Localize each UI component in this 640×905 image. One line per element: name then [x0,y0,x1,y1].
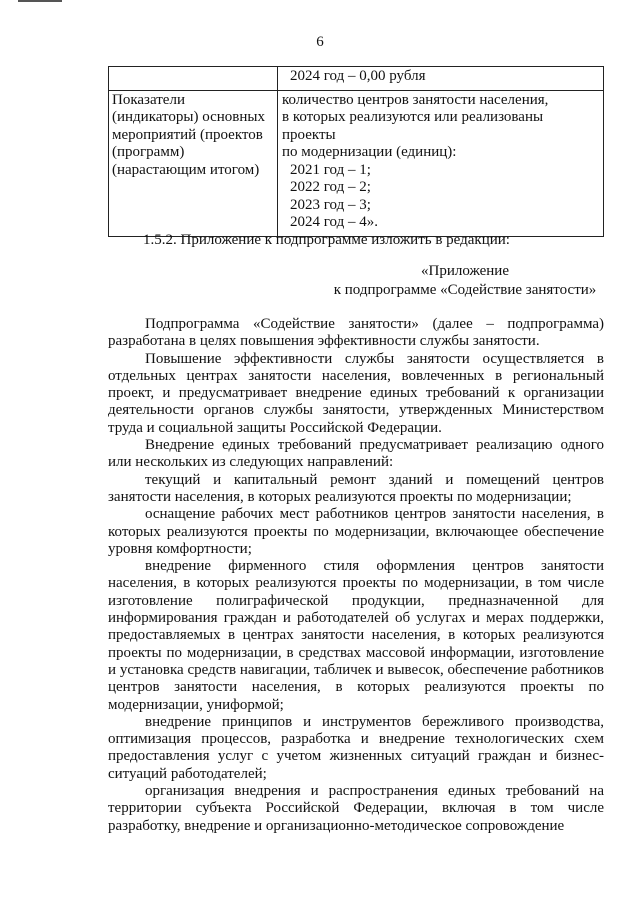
paragraph: текущий и капитальный ремонт зданий и помещений центров занятости населения, в которых реализуются проекты по модернизации; [108,471,604,505]
indicator-year-value: 2021 год – 1; [290,161,371,178]
edit-instruction: 1.5.2. Приложение к подпрограмме изложить в редакции: [143,232,510,248]
indicator-year-value: 2022 год – 2; [290,179,371,195]
appendix-heading [330,262,600,300]
appendix-heading-line: к подпрограмме «Содействие занятости» [333,282,597,298]
table-cell-indicators-values [278,90,604,236]
paragraph: внедрение принципов и инструментов бережливого производства, оптимизация процессов, разработка и внедрение технологических схем предоставления услуг с учетом жизненных ситуаций граждан и бизнес-ситуаций работодателей; [108,713,604,782]
funding-2024-text: 2024 год – 0,00 рубля [290,68,426,84]
indicator-description-line: по модернизации (единиц): [282,144,457,160]
indicators-label-line: (индикаторы) основных [112,109,265,125]
paragraph: внедрение фирменного стиля оформления центров занятости населения, в которых реализуются проекты по модернизации, в том числе изготовление полиграфической продукции, предназначенной для информирования граждан и работодателей об услугах и мерах поддержки, предоставляемых в центрах занятости населения, в которых реализуются проекты по модернизации, в средствах массовой информации, изготовление и установка средств навигации, табличек и вывесок, обеспечение работников центров занятости населения, в которых реализуются проекты по модернизации, униформой; [108,558,604,713]
corner-mark [18,0,62,2]
passport-table [108,66,604,237]
indicator-description-line: количество центров занятости населения, [282,91,549,108]
indicators-label-line: Показатели [112,91,185,108]
paragraph: Внедрение единых требований предусматривает реализацию одного или нескольких из следующих направлений: [108,437,604,471]
table-cell-empty [109,67,278,91]
paragraph: оснащение рабочих мест работников центров занятости населения, в которых реализуются проекты по модернизации, включающее обеспечение уровня комфортности; [108,506,604,557]
indicators-label-line: (программ) [112,144,185,160]
indicator-year-value: 2024 год – 4». [290,214,378,230]
table-row [109,90,604,236]
paragraph: Подпрограмма «Содействие занятости» (далее – подпрограмма) разработана в целях повышения эффективности службы занятости. [108,316,604,350]
table-cell-funding-2024 [278,67,604,91]
indicators-label-line: мероприятий (проектов [112,126,263,143]
indicators-label-line: (нарастающим итогом) [112,161,260,178]
paragraph: организация внедрения и распространения единых требований на территории субъекта Российской Федерации, включая в том числе разработку, внедрение и организационно-методическое сопровождение [108,783,604,834]
appendix-heading-line: «Приложение [420,263,509,279]
table-cell-indicators-label [109,90,278,236]
table-row [109,67,604,91]
paragraph: Повышение эффективности службы занятости осуществляется в отдельных центрах занятости населения, вовлеченных в региональный проект, и предусматривает внедрение единых требований к организации деятельности органов службы занятости, утвержденных Министерством труда и социальной защиты Российской Федерации. [108,350,604,436]
indicator-description-line: в которых реализуются или реализованы проекты [282,109,544,143]
page-number: 6 [316,34,324,50]
indicator-year-value: 2023 год – 3; [290,196,371,213]
body-text [108,316,604,835]
